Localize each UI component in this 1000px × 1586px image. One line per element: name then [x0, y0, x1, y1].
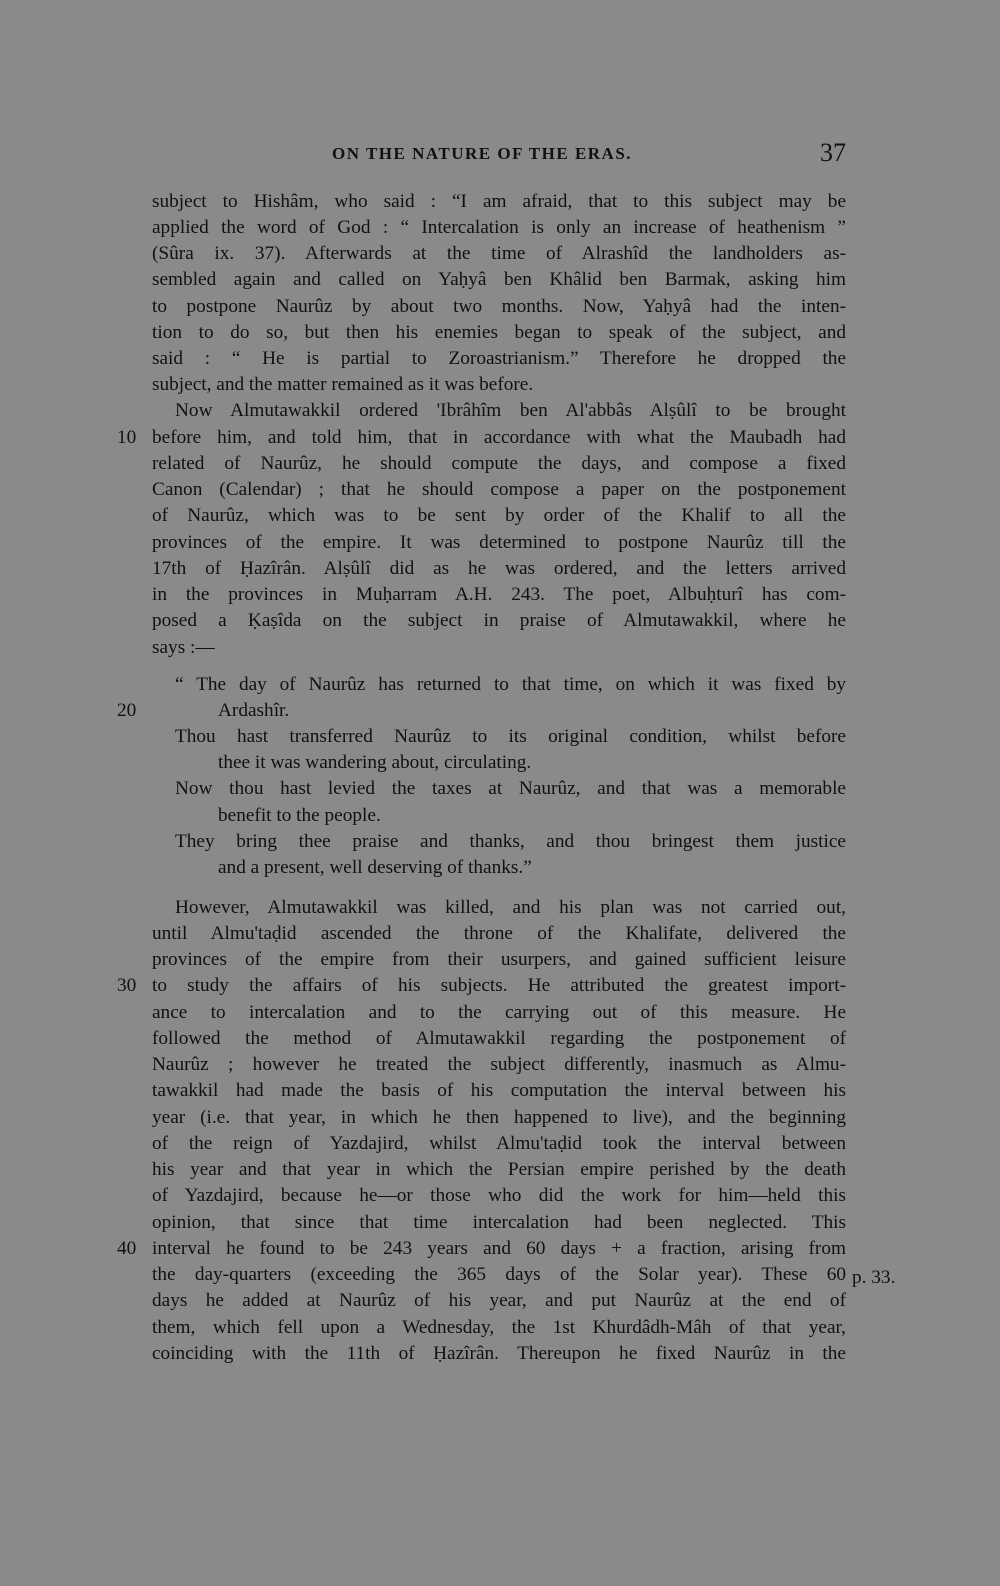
text-line: 17th of Ḥazîrân. Alṣûlî did as he was ordered, and the letters arrived — [152, 558, 846, 579]
line-number: 10 — [117, 427, 137, 448]
text-line: followed the method of Almutawakkil regarding the postponement of — [152, 1028, 846, 1049]
text-line: them, which fell upon a Wednesday, the 1st Khurdâdh-Mâh of that year, — [152, 1317, 846, 1338]
text-line: opinion, that since that time intercalation had been neglected. This — [152, 1212, 846, 1233]
text-line: coinciding with the 11th of Ḥazîrân. Thereupon he fixed Naurûz in the — [152, 1343, 846, 1364]
text-line: interval he found to be 243 years and 60 days + a fraction, arising from — [152, 1238, 846, 1259]
text-line: of Naurûz, which was to be sent by order of the Khalif to all the — [152, 505, 846, 526]
text-line: However, Almutawakkil was killed, and his plan was not carried out, — [175, 897, 846, 918]
text-line: said : “ He is partial to Zoroastrianism.” Therefore he dropped the — [152, 348, 846, 369]
page-number: 37 — [820, 138, 846, 167]
verse-line: They bring thee praise and thanks, and thou bringest them justice — [175, 831, 846, 852]
text-line: to postpone Naurûz by about two months. Now, Yaḥyâ had the inten- — [152, 296, 846, 317]
text-line: Now Almutawakkil ordered 'Ibrâhîm ben Al'abbâs Alṣûlî to be brought — [175, 400, 846, 421]
line-number: 20 — [117, 700, 137, 721]
page-header — [152, 138, 846, 172]
text-line: Naurûz ; however he treated the subject differently, inasmuch as Almu- — [152, 1054, 846, 1075]
text-line: subject to Hishâm, who said : “I am afraid, that to this subject may be — [152, 191, 846, 212]
verse-line: and a present, well deserving of thanks.” — [218, 857, 532, 878]
text-line: says :— — [152, 637, 215, 658]
text-line: of Yazdajird, because he—or those who did the work for him—held this — [152, 1185, 846, 1206]
line-number: 30 — [117, 975, 137, 996]
text-line: in the provinces in Muḥarram A.H. 243. The poet, Albuḥturî has com- — [152, 584, 846, 605]
text-line: tion to do so, but then his enemies began to speak of the subject, and — [152, 322, 846, 343]
verse-line: Ardashîr. — [218, 700, 290, 721]
text-line: (Sûra ix. 37). Afterwards at the time of Alrashîd the landholders as- — [152, 243, 846, 264]
text-line: tawakkil had made the basis of his computation the interval between his — [152, 1080, 846, 1101]
verse-line: Now thou hast levied the taxes at Naurûz, and that was a memorable — [175, 778, 846, 799]
text-line: Canon (Calendar) ; that he should compose a paper on the postponement — [152, 479, 846, 500]
text-line: until Almu'taḍid ascended the throne of the Khalifate, delivered the — [152, 923, 846, 944]
verse-line: benefit to the people. — [218, 805, 381, 826]
text-line: applied the word of God : “ Intercalation is only an increase of heathenism ” — [152, 217, 846, 238]
text-line: days he added at Naurûz of his year, and put Naurûz at the end of — [152, 1290, 846, 1311]
verse-line: “ The day of Naurûz has returned to that time, on which it was fixed by — [175, 674, 846, 695]
text-line: of the reign of Yazdajird, whilst Almu'taḍid took the interval between — [152, 1133, 846, 1154]
text-line: to study the affairs of his subjects. He attributed the greatest import- — [152, 975, 846, 996]
text-line: his year and that year in which the Persian empire perished by the death — [152, 1159, 846, 1180]
text-line: provinces of the empire. It was determined to postpone Naurûz till the — [152, 532, 846, 553]
margin-page-reference: p. 33. — [852, 1267, 896, 1288]
text-line: provinces of the empire from their usurpers, and gained sufficient leisure — [152, 949, 846, 970]
line-number: 40 — [117, 1238, 137, 1259]
verse-line: Thou hast transferred Naurûz to its original condition, whilst before — [175, 726, 846, 747]
text-line: ance to intercalation and to the carrying out of this measure. He — [152, 1002, 846, 1023]
running-title: ON THE NATURE OF THE ERAS. — [332, 144, 633, 163]
text-line: sembled again and called on Yaḥyâ ben Khâlid ben Barmak, asking him — [152, 269, 846, 290]
verse-line: thee it was wandering about, circulating. — [218, 752, 532, 773]
text-line: subject, and the matter remained as it was before. — [152, 374, 534, 395]
text-line: posed a Ḳaṣîda on the subject in praise of Almutawakkil, where he — [152, 610, 846, 631]
text-line: before him, and told him, that in accordance with what the Maubadh had — [152, 427, 846, 448]
text-line: the day-quarters (exceeding the 365 days of the Solar year). These 60 — [152, 1264, 846, 1285]
text-line: related of Naurûz, he should compute the days, and compose a fixed — [152, 453, 846, 474]
text-line: year (i.e. that year, in which he then happened to live), and the beginning — [152, 1107, 846, 1128]
